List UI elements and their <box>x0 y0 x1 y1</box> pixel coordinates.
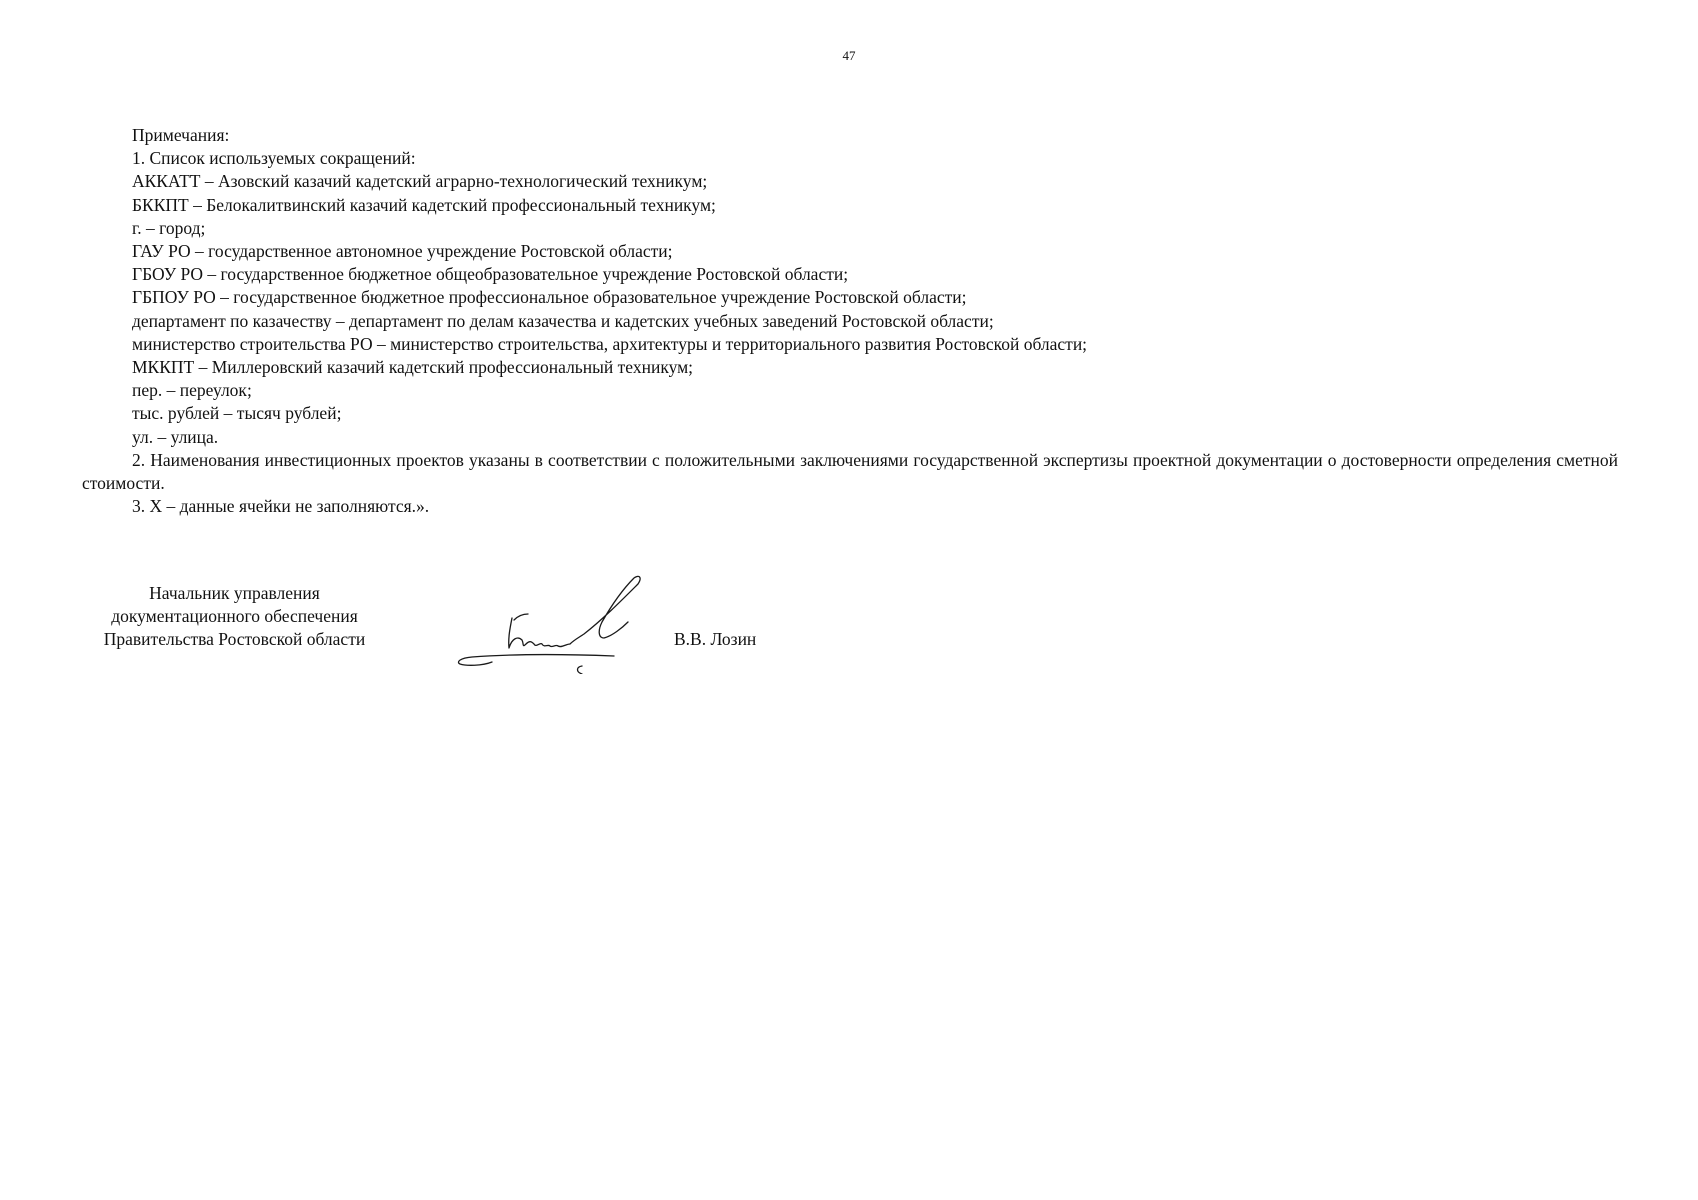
position-line: Правительства Ростовской области <box>103 629 366 650</box>
abbreviations-title: 1. Список используемых сокращений: <box>132 148 416 169</box>
abbreviation-item: тыс. рублей – тысяч рублей; <box>132 403 342 424</box>
abbreviation-item: ул. – улица. <box>132 426 219 447</box>
position-line: Начальник управления <box>149 583 320 603</box>
abbreviation-item: ГБОУ РО – государственное бюджетное общеобразовательное учреждение Ростовской области; <box>132 264 849 285</box>
abbreviation-item: ГАУ РО – государственное автономное учреждение Ростовской области; <box>132 241 673 262</box>
abbreviation-item: МККПТ – Миллеровский казачий кадетский профессиональный техникум; <box>132 357 694 378</box>
abbreviation-item: ГБПОУ РО – государственное бюджетное профессиональное образовательное учреждение Ростовской области; <box>132 287 967 308</box>
note-item-2: 2. Наименования инвестиционных проектов указаны в соответствии с положительными заключениями государственной экспертизы проектной документации о достоверности определения сметной стоимости. <box>82 449 1618 494</box>
abbreviation-item: министерство строительства РО – министерство строительства, архитектуры и территориального развития Ростовской области; <box>132 333 1088 354</box>
notes-heading: Примечания: <box>132 125 230 145</box>
page-number: 47 <box>842 48 856 63</box>
abbreviation-item: департамент по казачеству – департамент по делам казачества и кадетских учебных заведений Ростовской области; <box>132 310 994 331</box>
note-item-3: 3. Х – данные ячейки не заполняются.». <box>132 496 430 517</box>
signer-name: В.В. Лозин <box>674 629 757 649</box>
signature-block <box>82 582 1082 672</box>
abbreviation-item: пер. – переулок; <box>132 380 252 401</box>
abbreviation-item: г. – город; <box>132 217 206 238</box>
abbreviation-item: АККАТТ – Азовский казачий кадетский аграрно-технологический техникум; <box>132 171 708 192</box>
notes-section <box>82 124 1618 518</box>
position-line: документационного обеспечения <box>111 606 358 627</box>
signer-position <box>82 582 387 652</box>
abbreviation-item: БККПТ – Белокалитвинский казачий кадетский профессиональный техникум; <box>132 194 716 215</box>
handwritten-signature <box>452 564 772 674</box>
